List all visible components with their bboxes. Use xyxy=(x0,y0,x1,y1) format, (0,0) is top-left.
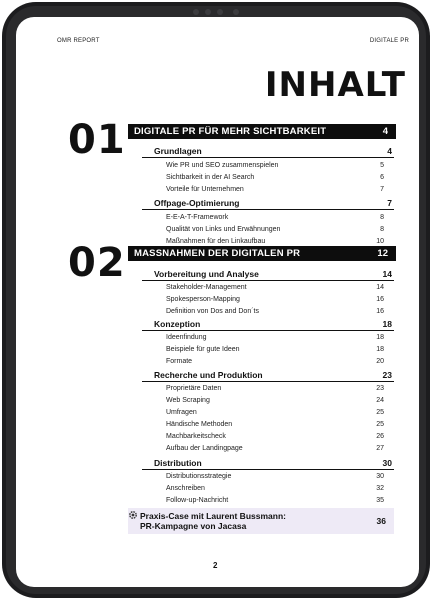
item-title: E-E-A-T-Framework xyxy=(166,214,229,221)
toc-section[interactable] xyxy=(142,319,394,331)
section-title: Offpage-Optimierung xyxy=(154,198,240,208)
item-page: 8 xyxy=(380,226,384,233)
page-title: INHALT xyxy=(264,65,406,105)
item-title: Aufbau der Landingpage xyxy=(166,445,243,452)
tablet-frame xyxy=(2,2,430,598)
item-page: 6 xyxy=(380,174,384,181)
toc-item[interactable] xyxy=(162,396,384,405)
item-page: 35 xyxy=(376,497,384,504)
item-title: Wie PR und SEO zusammenspielen xyxy=(166,162,279,169)
toc-item[interactable] xyxy=(162,307,384,316)
item-title: Stakeholder-Management xyxy=(166,284,247,291)
item-page: 14 xyxy=(376,284,384,291)
item-title: Maßnahmen für den Linkaufbau xyxy=(166,238,266,245)
item-title: Proprietäre Daten xyxy=(166,385,222,392)
section-page: 30 xyxy=(382,458,392,468)
item-page: 20 xyxy=(376,358,384,365)
page-number: 2 xyxy=(213,561,218,570)
toc-item[interactable] xyxy=(162,408,384,417)
item-page: 18 xyxy=(376,346,384,353)
item-page: 30 xyxy=(376,473,384,480)
item-title: Umfragen xyxy=(166,409,197,416)
section-title: Recherche und Produktion xyxy=(154,370,263,380)
praxis-title-line1: Praxis-Case mit Laurent Bussmann: xyxy=(140,511,286,521)
toc-item[interactable] xyxy=(162,384,384,393)
chapter-page: 4 xyxy=(382,126,388,137)
section-title: Konzeption xyxy=(154,319,201,329)
document-page[interactable] xyxy=(16,17,419,587)
toc-section[interactable] xyxy=(142,146,394,158)
toc-item[interactable] xyxy=(162,237,384,246)
item-title: Distributionsstrategie xyxy=(166,473,232,480)
section-title: Distribution xyxy=(154,458,202,468)
chapter-heading[interactable] xyxy=(128,246,396,261)
item-title: Definition von Dos and Don´ts xyxy=(166,308,259,315)
gear-icon xyxy=(128,510,138,522)
section-title: Grundlagen xyxy=(154,146,202,156)
item-page: 27 xyxy=(376,445,384,452)
item-title: Ideenfindung xyxy=(166,334,207,341)
item-title: Händische Methoden xyxy=(166,421,233,428)
toc-item[interactable] xyxy=(162,295,384,304)
toc-item[interactable] xyxy=(162,420,384,429)
chapter-number: 02 xyxy=(68,240,126,286)
report-header-right: DIGITALE PR xyxy=(369,38,409,44)
item-page: 10 xyxy=(376,238,384,245)
sensor-dot xyxy=(233,9,239,15)
item-title: Machbarkeitscheck xyxy=(166,433,226,440)
camera-bar xyxy=(183,8,253,16)
item-page: 16 xyxy=(376,308,384,315)
toc-item[interactable] xyxy=(162,484,384,493)
toc-item[interactable] xyxy=(162,185,384,194)
toc-item[interactable] xyxy=(162,357,384,366)
item-page: 7 xyxy=(380,186,384,193)
section-page: 18 xyxy=(382,319,392,329)
toc-item[interactable] xyxy=(162,161,384,170)
toc-section[interactable] xyxy=(142,269,394,281)
toc-item[interactable] xyxy=(162,472,384,481)
toc-item[interactable] xyxy=(162,173,384,182)
item-title: Sichtbarkeit in der AI Search xyxy=(166,174,255,181)
item-page: 8 xyxy=(380,214,384,221)
item-title: Web Scraping xyxy=(166,397,210,404)
item-title: Follow-up-Nachricht xyxy=(166,497,229,504)
item-page: 32 xyxy=(376,485,384,492)
praxis-title xyxy=(140,511,286,531)
chapter-heading[interactable] xyxy=(128,124,396,139)
praxis-case-entry[interactable] xyxy=(128,508,394,534)
item-page: 16 xyxy=(376,296,384,303)
toc-section[interactable] xyxy=(142,458,394,470)
toc-item[interactable] xyxy=(162,444,384,453)
toc-item[interactable] xyxy=(162,283,384,292)
chapter-title: MASSNAHMEN DER DIGITALEN PR xyxy=(134,248,301,259)
item-title: Spokesperson-Mapping xyxy=(166,296,240,303)
praxis-page: 36 xyxy=(376,516,386,526)
section-page: 4 xyxy=(387,146,392,156)
item-title: Formate xyxy=(166,358,193,365)
section-page: 14 xyxy=(382,269,392,279)
chapter-page: 12 xyxy=(377,248,388,259)
item-page: 24 xyxy=(376,397,384,404)
item-page: 5 xyxy=(380,162,384,169)
toc-section[interactable] xyxy=(142,198,394,210)
section-page: 7 xyxy=(387,198,392,208)
item-page: 25 xyxy=(376,421,384,428)
section-title: Vorbereitung und Analyse xyxy=(154,269,259,279)
section-page: 23 xyxy=(382,370,392,380)
item-title: Beispiele für gute Ideen xyxy=(166,346,240,353)
sensor-dot xyxy=(193,9,199,15)
praxis-title-line2: PR-Kampagne von Jacasa xyxy=(140,521,247,531)
report-header-left: OMR REPORT xyxy=(57,38,100,44)
chapter-number: 01 xyxy=(68,117,126,163)
item-page: 26 xyxy=(376,433,384,440)
toc-item[interactable] xyxy=(162,432,384,441)
item-title: Vorteile für Unternehmen xyxy=(166,186,244,193)
item-page: 18 xyxy=(376,334,384,341)
item-title: Anschreiben xyxy=(166,485,205,492)
item-title: Qualität von Links und Erwähnungen xyxy=(166,226,281,233)
toc-item[interactable] xyxy=(162,213,384,222)
toc-item[interactable] xyxy=(162,345,384,354)
toc-section[interactable] xyxy=(142,370,394,382)
sensor-dot xyxy=(205,9,211,15)
item-page: 25 xyxy=(376,409,384,416)
toc-item[interactable] xyxy=(162,496,384,505)
item-page: 23 xyxy=(376,385,384,392)
camera-dot xyxy=(217,9,223,15)
chapter-title: DIGITALE PR FÜR MEHR SICHTBARKEIT xyxy=(134,126,327,137)
toc-item[interactable] xyxy=(162,225,384,234)
toc-item[interactable] xyxy=(162,333,384,342)
